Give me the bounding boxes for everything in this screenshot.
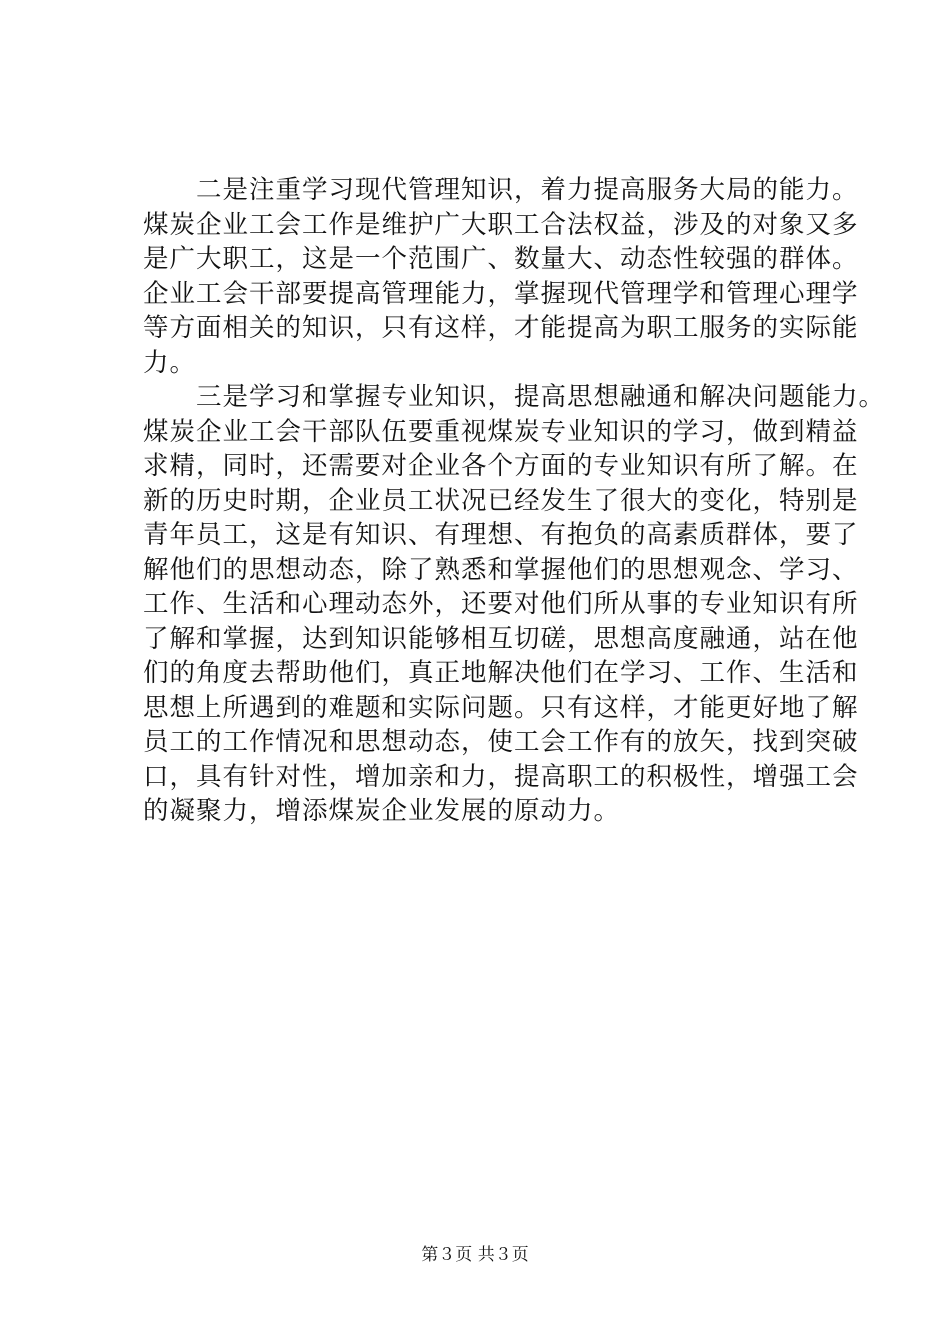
text-line: 青年员工，这是有知识、有理想、有抱负的高素质群体，要了 — [143, 520, 859, 550]
text-line: 解他们的思想动态，除了熟悉和掌握他们的思想观念、学习、 — [143, 554, 859, 585]
text-line: 三是学习和掌握专业知识，提高思想融通和解决问题能力。 — [143, 382, 886, 412]
text-line: 煤炭企业工会干部队伍要重视煤炭专业知识的学习，做到精益 — [143, 416, 859, 447]
text-line: 是广大职工，这是一个范围广、数量大、动态性较强的群体。 — [143, 244, 859, 274]
text-line: 企业工会干部要提高管理能力，掌握现代管理学和管理心理学 — [143, 278, 859, 309]
text-line: 等方面相关的知识，只有这样，才能提高为职工服务的实际能 — [143, 313, 859, 343]
text-line: 煤炭企业工会工作是维护广大职工合法权益，涉及的对象又多 — [143, 209, 859, 240]
text-line: 求精，同时，还需要对企业各个方面的专业知识有所了解。在 — [143, 451, 859, 481]
text-line: 力。 — [143, 347, 197, 378]
text-line: 思想上所遇到的难题和实际问题。只有这样，才能更好地了解 — [143, 692, 859, 723]
body-text — [143, 173, 886, 829]
text-line: 工作、生活和心理动态外，还要对他们所从事的专业知识有所 — [143, 589, 859, 619]
text-line: 新的历史时期，企业员工状况已经发生了很大的变化，特别是 — [143, 485, 859, 516]
text-line: 了解和掌握，达到知识能够相互切磋，思想高度融通，站在他 — [143, 623, 859, 654]
text-line: 员工的工作情况和思想动态，使工会工作有的放矢，找到突破 — [143, 727, 859, 757]
page-footer — [0, 1244, 950, 1266]
text-line: 们的角度去帮助他们，真正地解决他们在学习、工作、生活和 — [143, 658, 859, 688]
text-line: 二是注重学习现代管理知识，着力提高服务大局的能力。 — [143, 175, 859, 205]
text-line: 的凝聚力，增添煤炭企业发展的原动力。 — [143, 796, 621, 826]
text-line: 口，具有针对性，增加亲和力，提高职工的积极性，增强工会 — [143, 761, 859, 792]
page-number: 第３页 共３页 — [421, 1245, 529, 1265]
